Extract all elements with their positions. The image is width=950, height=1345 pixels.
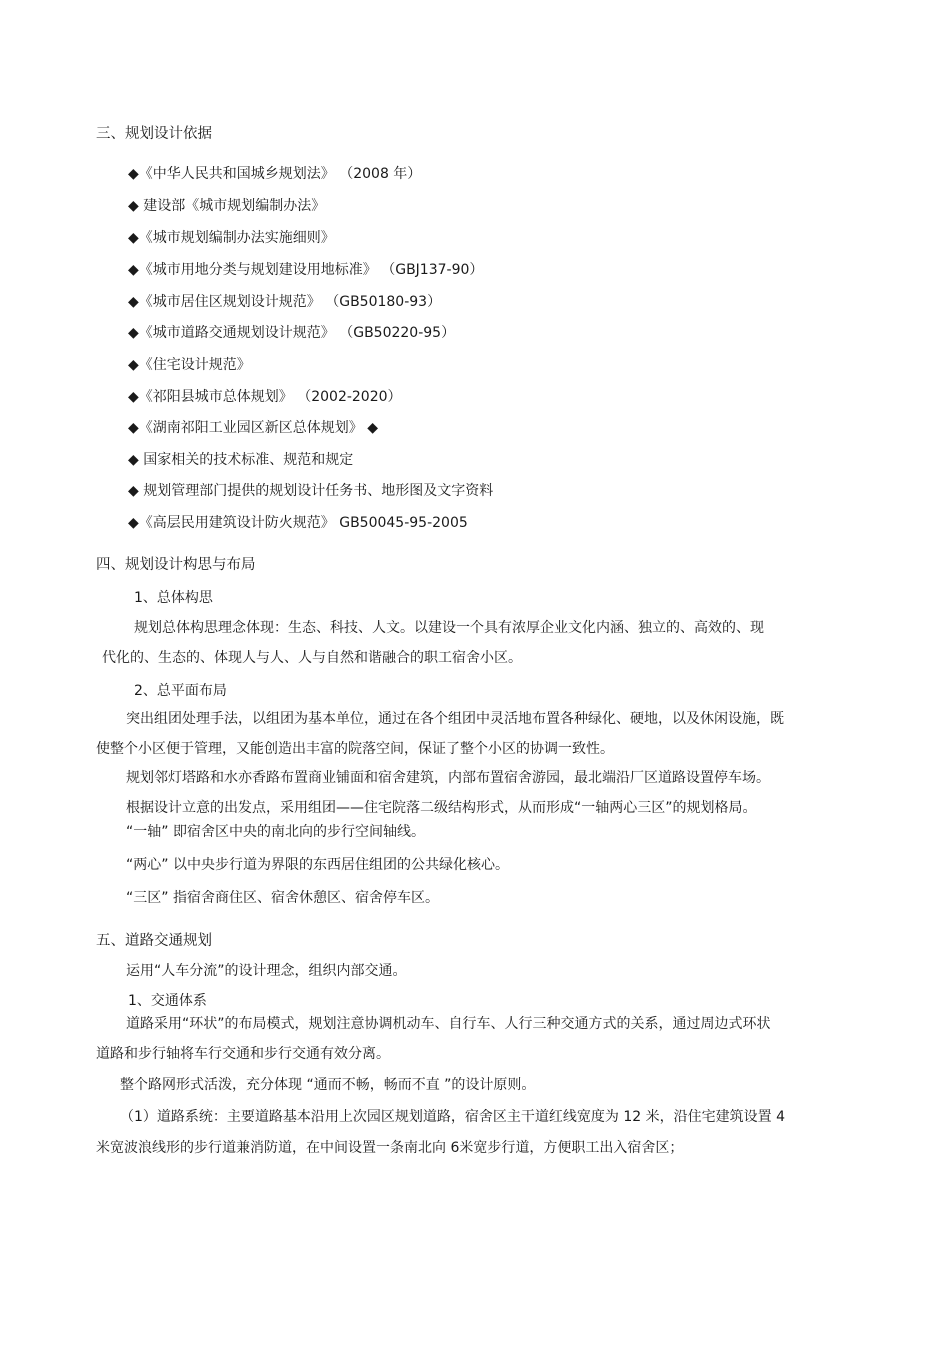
- paragraph-line: 突出组团处理手法，以组团为基本单位，通过在各个组团中灵活地布置各种绿化、硬地，以及休闲设施，既: [126, 711, 784, 727]
- paragraph-line: 运用“人车分流”的设计理念，组织内部交通。: [126, 963, 407, 979]
- basis-item: ◆《湖南祁阳工业园区新区总体规划》 ◆: [128, 420, 378, 436]
- paragraph-line: “一轴” 即宿舍区中央的南北向的步行空间轴线。: [126, 824, 425, 840]
- paragraph-line: “三区” 指宿舍商住区、宿舍休憩区、宿舍停车区。: [126, 890, 439, 906]
- paragraph-line: 规划总体构思理念体现：生态、科技、人文。以建设一个具有浓厚企业文化内涵、独立的、高效的、现: [134, 620, 764, 636]
- paragraph-line: 规划邻灯塔路和水亦香路布置商业铺面和宿舍建筑，内部布置宿舍游园，最北端沿厂区道路设置停车场。: [126, 770, 770, 786]
- paragraph-line: “两心” 以中央步行道为界限的东西居住组团的公共绿化核心。: [126, 857, 509, 873]
- section-5-heading: 五、道路交通规划: [96, 933, 212, 949]
- paragraph-line: 根据设计立意的出发点，采用组团——住宅院落二级结构形式，从而形成“一轴两心三区”的规划格局。: [126, 800, 757, 816]
- paragraph-line: 道路和步行轴将车行交通和步行交通有效分离。: [96, 1046, 390, 1062]
- basis-item: ◆ 规划管理部门提供的规划设计任务书、地形图及文字资料: [128, 483, 494, 499]
- subheading-overall-concept: 1、总体构思: [134, 590, 213, 606]
- subheading-traffic-system: 1、交通体系: [128, 993, 207, 1009]
- basis-item: ◆《住宅设计规范》: [128, 357, 251, 373]
- basis-item: ◆《城市规划编制办法实施细则》: [128, 230, 335, 246]
- paragraph-line: 米宽波浪线形的步行道兼消防道，在中间设置一条南北向 6米宽步行道，方便职工出入宿舍区；: [96, 1140, 684, 1156]
- paragraph-line: 代化的、生态的、体现人与人、人与自然和谐融合的职工宿舍小区。: [102, 650, 522, 666]
- basis-item: ◆《城市居住区规划设计规范》 （GB50180-93）: [128, 294, 442, 310]
- subheading-site-layout: 2、总平面布局: [134, 683, 227, 699]
- section-4-heading: 四、规划设计构思与布局: [96, 557, 256, 573]
- paragraph-line: 使整个小区便于管理，又能创造出丰富的院落空间，保证了整个小区的协调一致性。: [96, 741, 614, 757]
- paragraph-line: 道路采用“环状”的布局模式，规划注意协调机动车、自行车、人行三种交通方式的关系，通过周边式环状: [126, 1016, 771, 1032]
- basis-item: ◆《城市用地分类与规划建设用地标准》 （GBJ137-90）: [128, 262, 484, 278]
- paragraph-line: （1）道路系统：主要道路基本沿用上次园区规划道路，宿舍区主干道红线宽度为 12 米，沿住宅建筑设置 4: [120, 1109, 785, 1125]
- paragraph-line: 整个路网形式活泼，充分体现 “通而不畅，畅而不直 ”的设计原则。: [120, 1077, 536, 1093]
- basis-item: ◆ 建设部《城市规划编制办法》: [128, 198, 326, 214]
- basis-item: ◆《高层民用建筑设计防火规范》 GB50045-95-2005: [128, 515, 468, 531]
- section-3-heading: 三、规划设计依据: [96, 126, 212, 142]
- basis-item: ◆《中华人民共和国城乡规划法》 （2008 年）: [128, 166, 422, 182]
- basis-item: ◆《城市道路交通规划设计规范》 （GB50220-95）: [128, 325, 456, 341]
- basis-item: ◆《祁阳县城市总体规划》 （2002-2020）: [128, 389, 402, 405]
- basis-item: ◆ 国家相关的技术标准、规范和规定: [128, 452, 354, 468]
